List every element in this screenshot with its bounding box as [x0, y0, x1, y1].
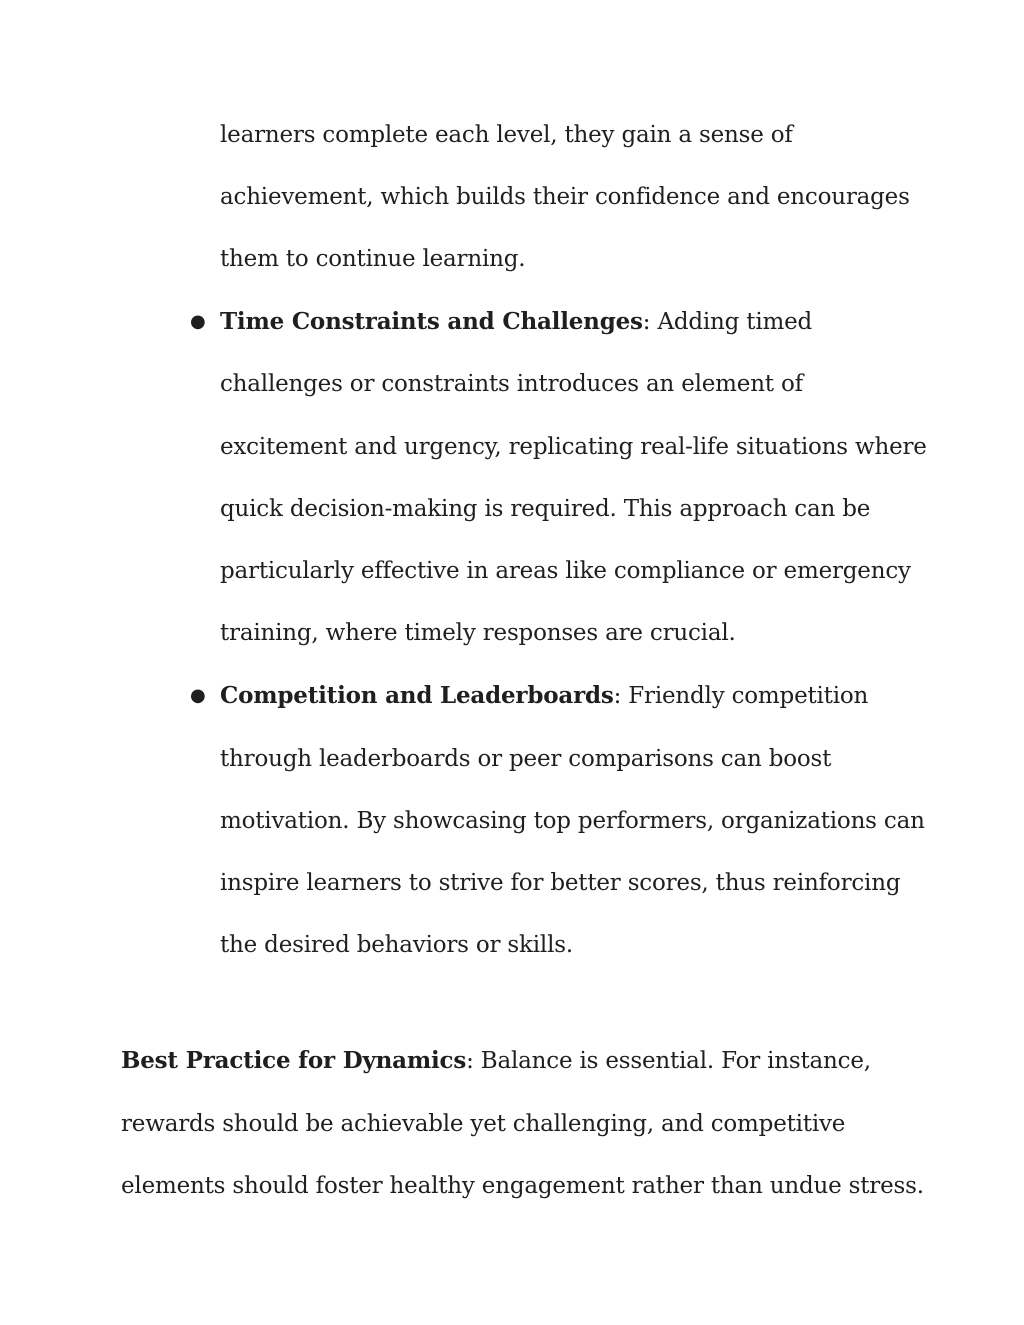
paragraph-line: the desired behaviors or skills. — [220, 932, 573, 958]
paragraph-line: inspire learners to strive for better scores, thus reinforcing — [220, 870, 901, 896]
paragraph-line: particularly effective in areas like compliance or emergency — [220, 558, 911, 584]
paragraph-line: achievement, which builds their confidence and encourages — [220, 184, 910, 210]
paragraph-line: through leaderboards or peer comparisons can boost — [220, 746, 832, 772]
bullet-title: Time Constraints and Challenges — [220, 308, 643, 335]
paragraph-line: challenges or constraints introduces an element of — [220, 371, 803, 397]
bullet-text: : Adding timed — [642, 309, 813, 335]
paragraph-line: quick decision-making is required. This approach can be — [220, 496, 871, 522]
bullet-item-competition — [220, 681, 868, 711]
bullet-title: Competition and Leaderboards — [220, 682, 614, 709]
bullet-text: : Friendly competition — [613, 683, 869, 709]
paragraph-line: excitement and urgency, replicating real-life situations where — [220, 434, 927, 460]
best-practice-text: : Balance is essential. For instance, — [466, 1048, 871, 1074]
bullet-marker: ● — [190, 685, 206, 706]
bullet-item-time-constraints — [220, 307, 812, 337]
paragraph-line: training, where timely responses are crucial. — [220, 620, 736, 646]
bullet-marker: ● — [190, 311, 206, 332]
best-practice-title: Best Practice for Dynamics — [121, 1047, 467, 1074]
paragraph-line: rewards should be achievable yet challenging, and competitive — [121, 1111, 846, 1137]
paragraph-line: learners complete each level, they gain a sense of — [220, 122, 793, 148]
paragraph-line: motivation. By showcasing top performers, organizations can — [220, 808, 925, 834]
best-practice-paragraph — [121, 1046, 871, 1076]
paragraph-line: them to continue learning. — [220, 246, 526, 272]
paragraph-line: elements should foster healthy engagement rather than undue stress. — [121, 1173, 924, 1199]
